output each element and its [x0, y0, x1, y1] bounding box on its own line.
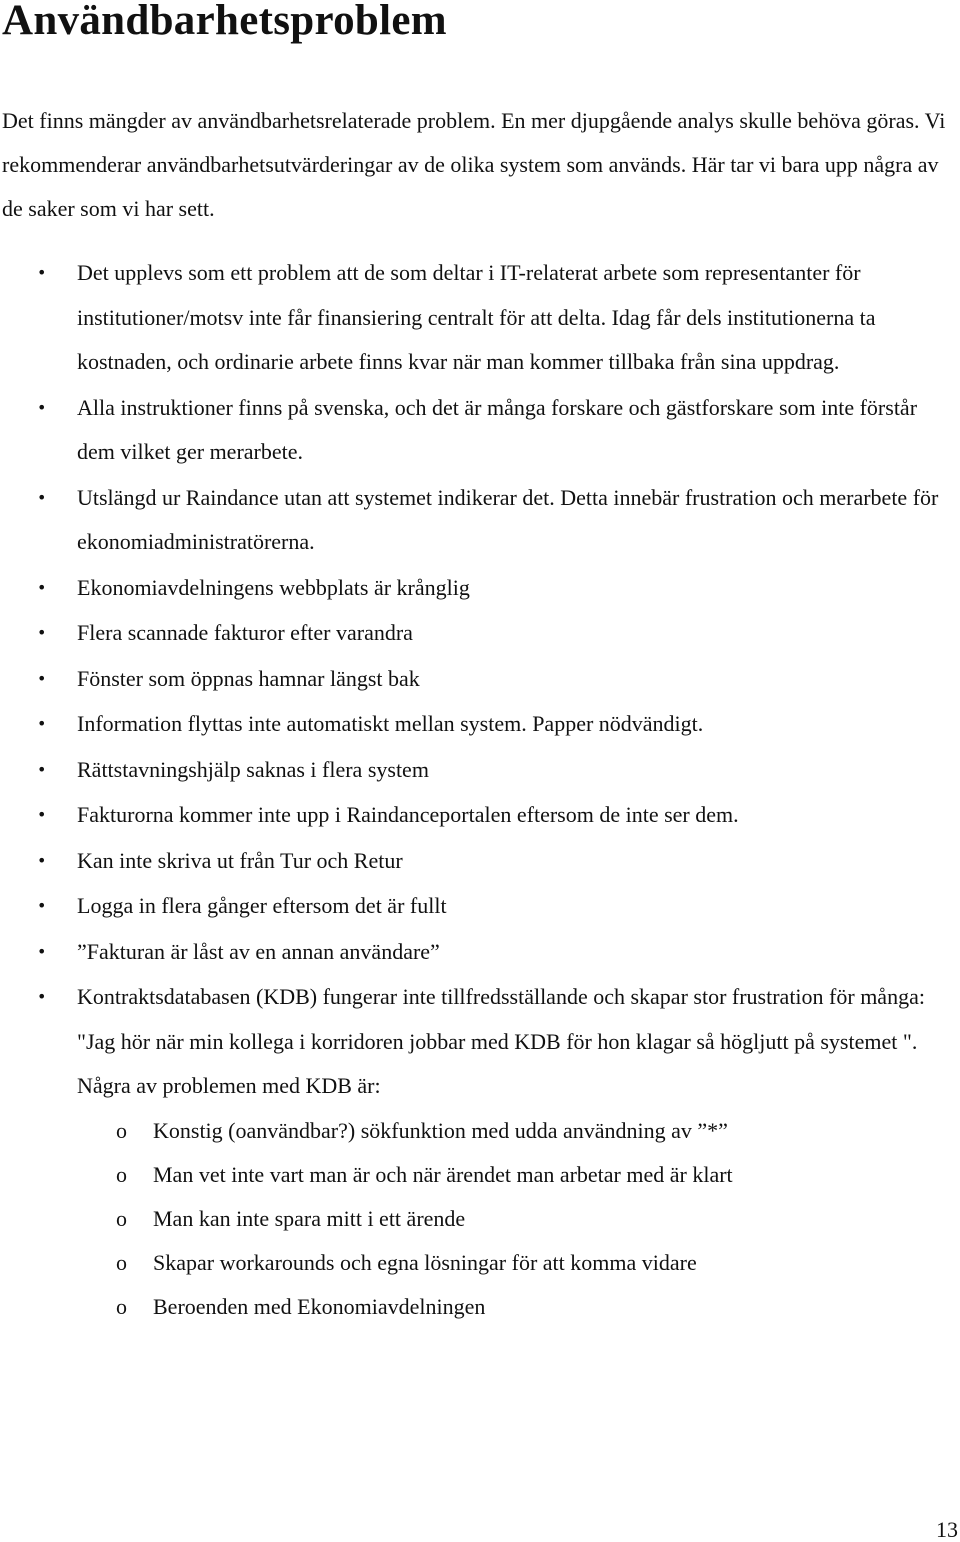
bullet-icon: • — [37, 714, 47, 733]
bullet-icon: • — [37, 263, 47, 282]
list-item-text: Logga in flera gånger eftersom det är fullt — [77, 893, 447, 918]
page-title: Användbarhetsproblem — [2, 0, 447, 44]
kdb-problem-sublist — [0, 1109, 952, 1329]
circle-bullet-icon: o — [116, 1249, 127, 1275]
sub-list-item-text: Konstig (oanvändbar?) sökfunktion med udda användning av ”*” — [153, 1117, 728, 1143]
list-item — [0, 611, 952, 656]
list-item — [0, 702, 952, 747]
list-item — [0, 839, 952, 884]
bullet-icon: • — [37, 759, 47, 779]
bullet-icon: • — [37, 805, 47, 824]
list-item — [0, 793, 952, 838]
circle-bullet-icon: o — [116, 1117, 127, 1143]
circle-bullet-icon: o — [116, 1205, 127, 1231]
list-item-text: Det upplevs som ett problem att de som deltar i IT-relaterat arbete som representanter för institutioner/motsv inte får finansiering centralt för att delta. Idag får dels institutionerna ta kostnaden, och ordinarie arbete finns kvar när man kommer tillbaka från sina uppdrag. — [77, 260, 876, 374]
list-item — [0, 748, 952, 793]
list-item-text: Kontraktsdatabasen (KDB) fungerar inte tillfredsställande och skapar stor frustration för många: "Jag hör när min kollega i korridoren jobbar med KDB för hon klagar så högljutt på systemet ". Några av problemen med KDB är: — [77, 984, 925, 1098]
sub-list-item-text: Skapar workarounds och egna lösningar för att komma vidare — [153, 1249, 697, 1275]
page-number: 13 — [936, 1517, 958, 1542]
list-item — [0, 251, 952, 385]
bullet-icon: • — [37, 896, 47, 915]
sub-list-item — [0, 1285, 952, 1329]
list-item-text: Information flyttas inte automatiskt mellan system. Papper nödvändigt. — [77, 711, 704, 736]
problem-list — [0, 251, 960, 1330]
sub-list-item — [0, 1241, 952, 1285]
intro-paragraph: Det finns mängder av användbarhetsrelaterade problem. En mer djupgående analys skulle behöva göras. Vi rekommenderar användbarhetsutvärderingar av de olika system som används. Här tar vi bara upp några av de saker som vi har sett. — [2, 108, 946, 221]
sub-list-item — [0, 1153, 952, 1197]
list-item — [0, 657, 952, 702]
bullet-icon: • — [37, 623, 47, 642]
list-item — [0, 884, 952, 929]
bullet-icon: • — [37, 987, 47, 1006]
circle-bullet-icon: o — [116, 1293, 127, 1319]
list-item — [0, 930, 952, 975]
bullet-icon: • — [37, 577, 47, 597]
bullet-icon: • — [37, 668, 47, 688]
sub-list-item-text: Man kan inte spara mitt i ett ärende — [153, 1205, 466, 1231]
list-item-kdb — [0, 975, 952, 1329]
list-item-text: Utslängd ur Raindance utan att systemet indikerar det. Detta innebär frustration och merarbete för ekonomiadministratörerna. — [77, 484, 939, 554]
bullet-icon: • — [37, 397, 47, 417]
sub-list-item-text: Man vet inte vart man är och när ärendet man arbetar med är klart — [153, 1161, 733, 1187]
list-item — [0, 386, 952, 475]
list-item — [0, 566, 952, 611]
list-item — [0, 476, 952, 565]
list-item-text: Rättstavningshjälp saknas i flera system — [77, 756, 429, 782]
sub-list-item — [0, 1109, 952, 1153]
list-item-text: Ekonomiavdelningens webbplats är krånglig — [77, 574, 470, 600]
list-item-text: ”Fakturan är låst av en annan användare” — [77, 938, 440, 964]
list-item-text: Fönster som öppnas hamnar längst bak — [77, 665, 420, 691]
list-item-text: Fakturorna kommer inte upp i Raindanceportalen eftersom de inte ser dem. — [77, 802, 739, 827]
list-item-text: Kan inte skriva ut från Tur och Retur — [77, 847, 403, 873]
bullet-icon: • — [37, 487, 47, 507]
sub-list-item-text: Beroenden med Ekonomiavdelningen — [153, 1293, 486, 1319]
sub-list-item — [0, 1197, 952, 1241]
bullet-icon: • — [37, 850, 47, 870]
list-item-text: Alla instruktioner finns på svenska, och det är många forskare och gästforskare som inte förstår dem vilket ger merarbete. — [77, 394, 918, 464]
list-item-text: Flera scannade fakturor efter varandra — [77, 620, 413, 645]
bullet-icon: • — [37, 941, 47, 961]
circle-bullet-icon: o — [116, 1161, 127, 1187]
